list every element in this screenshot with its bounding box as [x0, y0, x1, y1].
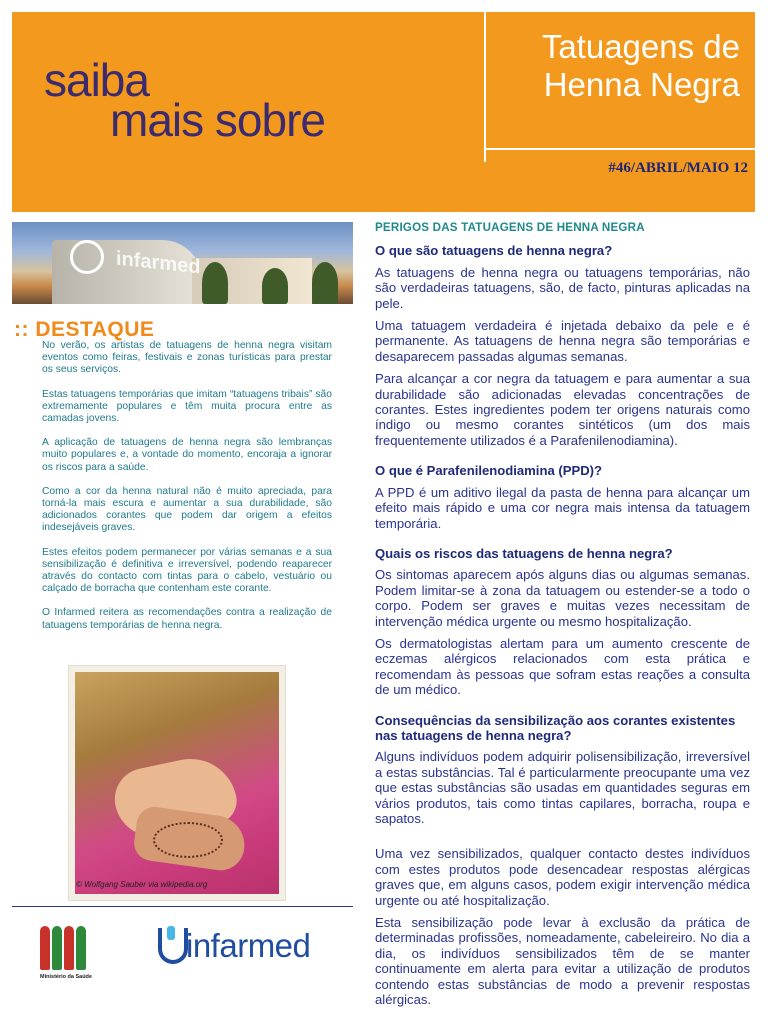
article-paragraph: Esta sensibilização pode levar à exclusão da prática de determinadas profissões, nomeadamente, cabeleireiro. No dia a dia, os indivíduos sensibilizados têm de se manter continuamente em alerta para evitar a utilização de produtos contendo estas substâncias de modo a prevenir respostas alérgicas.: [375, 915, 750, 1008]
henna-photo: [68, 665, 286, 901]
ministry-logo: [34, 922, 98, 984]
article-paragraph: As tatuagens de henna negra ou tatuagens temporárias, não são verdadeiras tatuagens, são, de facto, pinturas aplicadas na pele.: [375, 264, 750, 311]
page-title-line1: Tatuagens de: [541, 28, 740, 65]
infarmed-logo-text: infarmed: [186, 927, 311, 964]
section-title: PERIGOS DAS TATUAGENS DE HENNA NEGRA: [375, 221, 645, 234]
question-heading: O que é Parafenilenodiamina (PPD)?: [375, 463, 603, 479]
tree-icon: [262, 268, 288, 304]
article-paragraph: Os sintomas aparecem após alguns dias ou algumas semanas. Podem limitar-se à zona da tatuagem ou estender-se a todo o corpo. Podem ser graves e muitas vezes necessitam de intervenção médica urgente ou mesmo hospitalização.: [375, 567, 750, 629]
henna-photo-image: [75, 672, 279, 894]
ministry-caption: Ministério da Saúde: [40, 974, 92, 980]
article-paragraph: Alguns indivíduos podem adquirir polisensibilização, irreversível a estas substâncias. Tal é particularmente preocupante uma vez que estas substâncias são usadas em quantidades seguras em vários produtos, tais como tintas capilares, borracha, roupa e sapatos.: [375, 749, 750, 826]
series-logo-line1: saiba: [44, 54, 149, 106]
figure-icon: [76, 926, 86, 970]
destaque-paragraph: A aplicação de tatuagens de henna negra são lembranças muito populares e, a vontade do momento, encoraja a ignorar os riscos para a saúde.: [42, 437, 332, 473]
destaque-paragraph: Estas tatuagens temporárias que imitam “tatuagens tribais” são extremamente populares e têm muita procura entre as camadas jovens.: [42, 388, 332, 425]
header-divider-vertical: [484, 12, 486, 162]
destaque-paragraph: Estes efeitos podem permanecer por várias semanas e a sua sensibilização é definitiva e irreversível, podendo reaparecer através do contacto com tintas para o cabelo, vestuário ou calçado de borracha que contenham este corante.: [42, 546, 332, 595]
series-logo: [44, 54, 325, 146]
destaque-heading: :: DESTAQUE: [14, 318, 155, 341]
destaque-paragraph: Como a cor da henna natural não é muito apreciada, para torná-la mais escura e aumentar a sua durabilidade, são adicionados corantes que podem dar origem a efeitos indesejáveis graves.: [42, 485, 332, 534]
figure-icon: [52, 926, 62, 970]
issue-number: #46/ABRIL/MAIO 12: [608, 160, 748, 176]
infarmed-dot-icon: [167, 926, 175, 940]
destaque-paragraph: No verão, os artistas de tatuagens de henna negra visitam eventos como feiras, festivais e zonas turísticas para prestar os seus serviços.: [42, 340, 332, 376]
tree-icon: [202, 262, 228, 304]
article-paragraph: Uma vez sensibilizados, qualquer contacto destes indivíduos com estes produtos pode desencadear respostas alérgicas graves que, em alguns casos, podem exigir intervenção médica urgente ou até hospitalização.: [375, 846, 750, 908]
page-title-line2: Henna Negra: [543, 66, 740, 103]
building-sign: infarmed: [116, 247, 201, 279]
article-paragraph: Os dermatologistas alertam para um aumento crescente de eczemas alérgicos relacionados com esta prática e recomendam às pessoas que sofram estas reações a consulta de um médico.: [375, 635, 750, 698]
series-logo-line2: mais sobre: [110, 94, 325, 146]
page-title: [490, 28, 740, 104]
figure-icon: [64, 926, 74, 970]
article-paragraph: Uma tatuagem verdadeira é injetada debaixo da pele e é permanente. As tatuagens de henna negra são temporárias e desaparecem passadas algumas semanas.: [375, 318, 750, 364]
question-heading: Consequências da sensibilização aos corantes existentes nas tatuagens de henna negra?: [375, 712, 736, 743]
footer-divider: [12, 906, 353, 907]
question-heading: O que são tatuagens de henna negra?: [375, 243, 613, 259]
building-logo-icon: [70, 240, 104, 274]
tree-icon: [312, 262, 338, 304]
destaque-text: [42, 340, 332, 644]
infarmed-logo: [156, 926, 336, 966]
question-heading: Quais os riscos das tatuagens de henna negra?: [375, 545, 673, 561]
building-photo: [12, 222, 353, 304]
henna-pattern: [153, 822, 223, 858]
figure-icon: [40, 926, 50, 970]
destaque-paragraph: O Infarmed reitera as recomendações contra a realização de tatuagens temporárias de henna negra.: [42, 607, 332, 631]
photo-credit: © Wolfgang Sauber via wikipedia.org: [76, 880, 208, 889]
article-paragraph: A PPD é um aditivo ilegal da pasta de henna para alcançar um efeito mais rápido e uma cor negra mais intensa da tatuagem temporária.: [375, 484, 750, 531]
main-article: [375, 220, 750, 1014]
header-divider-horizontal: [484, 148, 755, 150]
article-paragraph: Para alcançar a cor negra da tatuagem e para aumentar a sua durabilidade são adicionadas elevadas concentrações de corantes. Estes ingredientes podem ter origens naturais como índigo ou mesmo corantes sintéticos (um dos mais frequentemente utilizados é a Parafenilenodiamina).: [375, 371, 750, 448]
